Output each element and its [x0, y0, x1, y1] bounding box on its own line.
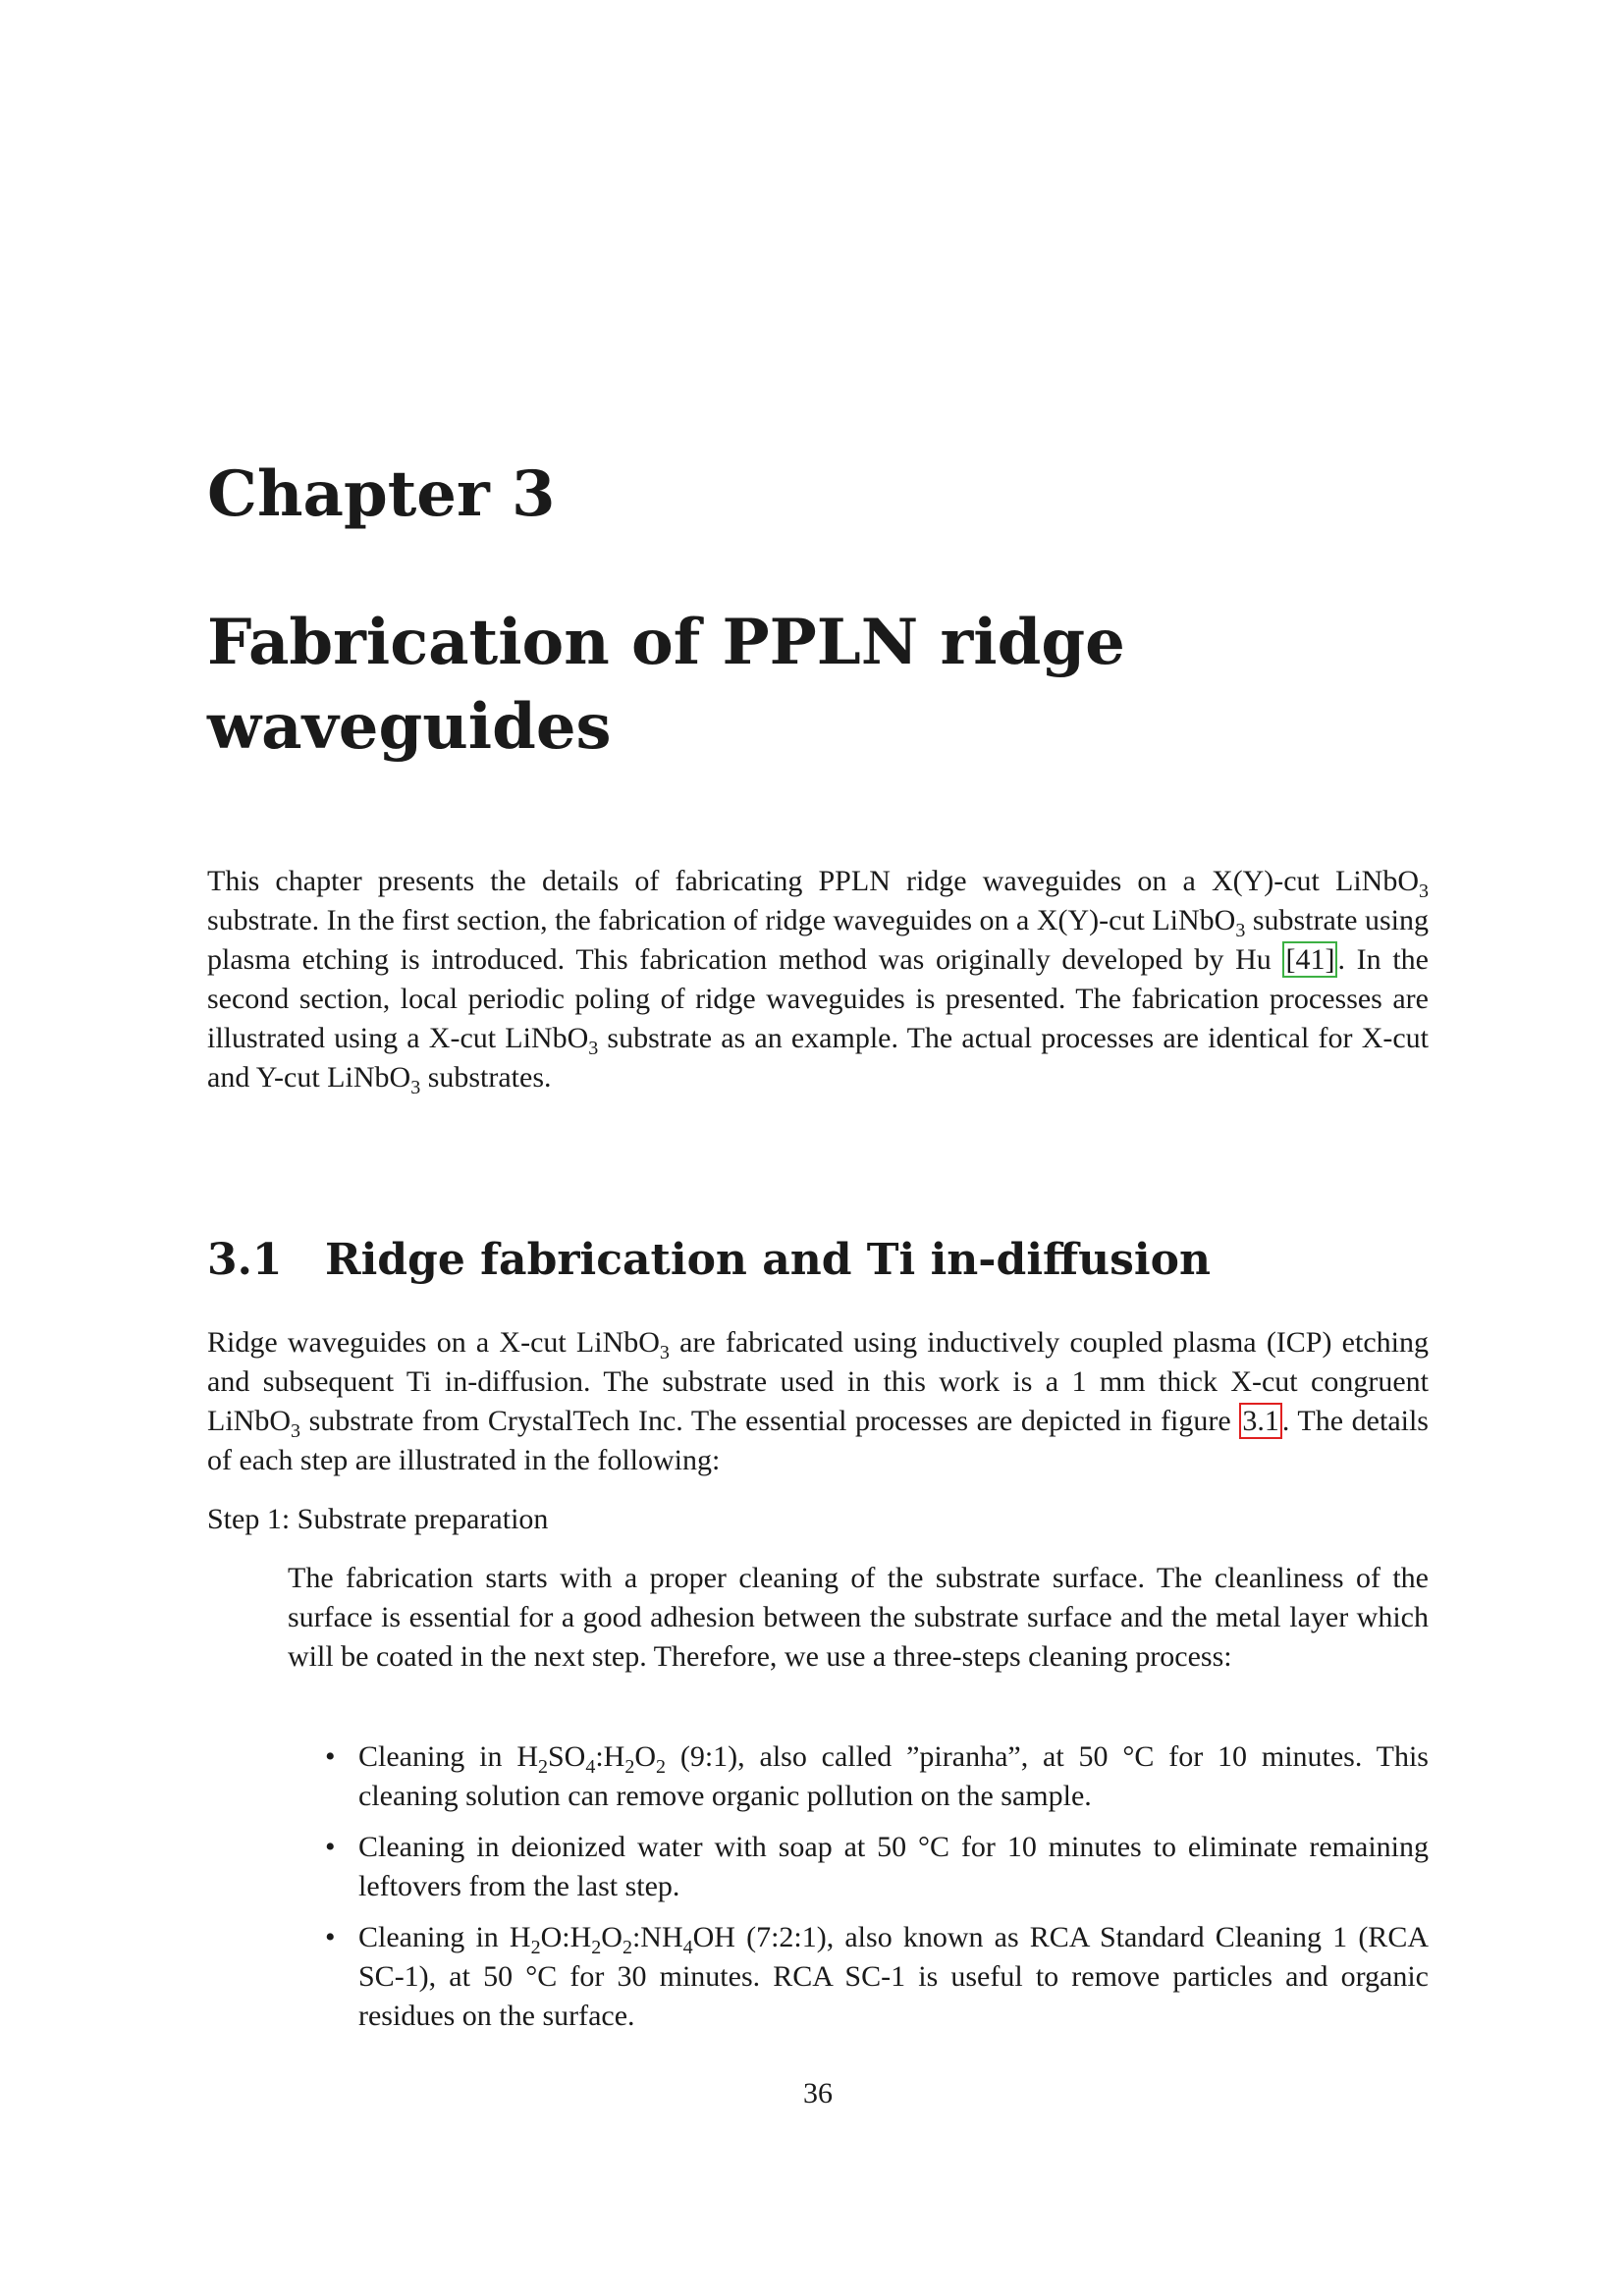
page-number: 36	[803, 2077, 833, 2109]
cleaning-steps-list	[288, 1737, 1429, 2048]
list-item: • Cleaning in $H_2SO_4:H_2O_2$ (9:1), also called ”piranha”, at 50 °C for 10 minutes. This cleaning solution can remove organic pollution on the sample.	[288, 1737, 1429, 1816]
bullet-icon: •	[325, 1740, 336, 1773]
section-heading	[207, 1235, 1211, 1287]
bullet-icon: •	[325, 1921, 336, 1953]
bullet-icon: •	[325, 1831, 336, 1863]
figure-link-3-1[interactable]: 3.1	[1239, 1403, 1282, 1439]
list-item: • Cleaning in $H_2O:H_2O_2:NH_4OH$ (7:2:1), also known as RCA Standard Cleaning 1 (RCA SC-1), at 50 °C for 30 minutes. RCA SC-1 is useful to remove particles and organic residues on the surface.	[288, 1918, 1429, 2036]
section-number: 3.1	[207, 1235, 283, 1285]
section-paragraph: Ridge waveguides on a X-cut LiNbO$_3$ are fabricated using inductively coupled plasma (ICP) etching and subsequent Ti in-diffusion. The substrate used in this work is a 1 mm thick X-cut congruent LiNbO$_3$ substrate from CrystalTech Inc. The essential processes are depicted in figure 3.1 . The details of each step are illustrated in the following:	[207, 1326, 1429, 1476]
chapter-label: Chapter 3	[207, 457, 556, 531]
chapter-title: Fabrication of PPLN ridge waveguides	[207, 606, 1125, 764]
citation-link-41[interactable]: [41]	[1282, 941, 1337, 978]
intro-paragraph: This chapter presents the details of fabricating PPLN ridge waveguides on a X(Y)-cut LiNbO$_3$ substrate. In the first section, the fabrication of ridge waveguides on a X(Y)-cut LiNbO$_3$ substrate using plasma etching is introduced. This fabrication method was originally developed by Hu [41] . In the second section, local periodic poling of ridge waveguides is presented. The fabrication processes are illustrated using a X-cut LiNbO$_3$ substrate as an example. The actual processes are identical for X-cut and Y-cut LiNbO$_3$ substrates.	[207, 865, 1430, 1098]
section-title: Ridge fabrication and Ti in-diffusion	[325, 1235, 1211, 1285]
step-paragraph: The fabrication starts with a proper cleaning of the substrate surface. The cleanliness of the surface is essential for a good adhesion between the substrate surface and the metal layer which will be coated in the next step. Therefore, we use a three-steps cleaning process:	[288, 1562, 1429, 1673]
list-item: • Cleaning in deionized water with soap at 50 °C for 10 minutes to eliminate remaining leftovers from the last step.	[288, 1828, 1429, 1906]
step-label: Step 1: Substrate preparation	[207, 1503, 549, 1535]
